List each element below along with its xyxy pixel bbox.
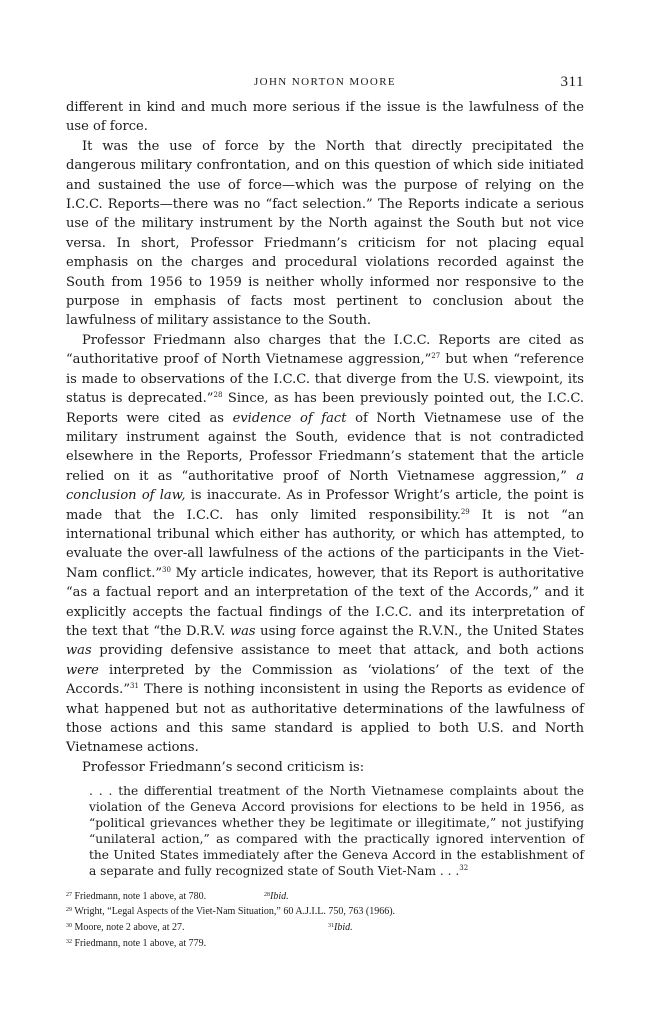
footnote-ref-27[interactable]: 27 [431, 352, 441, 361]
footnote-text: Ibid. [334, 922, 353, 934]
p3-emphasis-evidence: evidence of fact [232, 410, 347, 426]
footnote-text: Ibid. [270, 890, 289, 902]
footnote-number: 27 [66, 891, 72, 898]
footnote-second [328, 920, 353, 936]
footnote-ref-31[interactable]: 31 [130, 682, 139, 691]
page-number: 311 [560, 74, 584, 90]
footnote-number: 28 [264, 891, 270, 898]
footnote-second [264, 889, 289, 905]
footnote-number: 31 [328, 923, 334, 930]
body-text [66, 98, 584, 777]
p3-text-b: but when “reference is made to observations of the I.C.C. that diverge from the U.S. viewpoint, its status is deprecated.” [66, 352, 584, 407]
p3-text-i: My article indicates, however, that its Report is authoritative “as a factual report and an interpretation of the text of the Accords,” and it explicitly accepts the factual findings of the I.C.C. and its interpretation of the text that “the D.R.V. [66, 565, 584, 639]
p3-text-p: There is nothing inconsistent in using the Reports as evidence of what happened but not as authoritative determinations of the lawfulness of those actions and this same standard is applied to both U.S. and North Vietnamese actions. [66, 682, 584, 756]
footnote-ref-29[interactable]: 29 [460, 507, 470, 516]
p3-text-e: of North Vietnamese use of the military instrument against the South, evidence that is not contradicted elsewhere in the Reports, Professor Friedmann’s statement that the article relied on it as “authoritative proof of North Vietnamese aggression,” [66, 410, 584, 484]
footnotes [66, 889, 584, 952]
footnote-ref-28[interactable]: 28 [213, 391, 223, 400]
p3-text-o: interpreted by the Commission as ‘violations’ of the text of the Accords.” [66, 662, 584, 698]
footnote-ref-32[interactable]: 32 [459, 863, 469, 872]
footnote-text: Friedmann, note 1 above, at 780. [74, 890, 207, 902]
p3-text-g: is inaccurate. As in Professor Wright’s article, the point is made that the I.C.C. has only limited responsibility. [66, 488, 584, 523]
p3-text-h: It is not “an international tribunal which either has authority, or which has attempted, to evaluate the over-all lawfulness of the actions of the participants in the Viet-Nam conflict.” [66, 507, 584, 581]
p3-text-a: Professor Friedmann also charges that the I.C.C. Reports are cited as “authoritative proof of North Vietnamese aggression,” [66, 332, 584, 368]
p3-emphasis-were: were [66, 662, 99, 678]
page-header [66, 74, 584, 98]
footnote-row [66, 904, 584, 920]
footnote-text: Friedmann, note 1 above, at 779. [74, 938, 207, 950]
paragraph-4: Professor Friedmann’s second criticism is: [82, 759, 365, 775]
paragraph-1: different in kind and much more serious if the issue is the lawfulness of the use of force. [66, 100, 584, 135]
p3-text-c: Since, as has been previously pointed out, the I.C.C. Reports were cited as [66, 391, 585, 426]
footnote-ref-30[interactable]: 30 [162, 565, 171, 574]
p3-emphasis-conclusion: a conclusion of law, [66, 468, 584, 504]
p3-emphasis-was-1: was [229, 623, 256, 639]
footnote-row [66, 889, 584, 905]
footnote-row [66, 936, 584, 952]
footnote-row [66, 920, 584, 936]
footnote-text: Moore, note 2 above, at 27. [74, 922, 185, 934]
quote-text: . . . the differential treatment of the North Vietnamese complaints about the violation of the Geneva Accord provisions for elections to be held in 1956, as “political grievances whether they be legitimate or illegitimate,” not justifying “unilateral action,” as compared with the practically ignored intervention of the United States immediately after the Geneva Accord in the establishment of a separate and fully recognized state of South Viet-Nam . . . [89, 784, 584, 878]
paragraph-2: It was the use of force by the North that directly precipitated the dangerous military confrontation, and on this question of which side initiated and sustained the use of force—which was the purpose of relying on the I.C.C. Reports—there was no “fact selection.” The Reports indicate a serious use of the military instrument by the North against the South but not vice versa. In short, Professor Friedmann’s criticism for not placing equal emphasis on the charges and procedural violations recorded against the South from 1956 to 1959 is neither wholly informed nor responsive to the purpose in emphasis of facts most pertinent to conclusion about the lawfulness of military assistance to the South. [66, 138, 584, 329]
running-head: JOHN NORTON MOORE [253, 76, 397, 88]
paragraph-3 [66, 331, 584, 758]
footnote-number: 32 [66, 939, 72, 946]
footnote-number: 29 [66, 907, 72, 914]
p3-emphasis-was-2: was [66, 643, 92, 659]
footnote-text: Wright, “Legal Aspects of the Viet-Nam Situation,” 60 A.J.I.L. 750, 763 (1966). [74, 906, 396, 918]
footnote-number: 30 [66, 923, 72, 930]
page [66, 74, 584, 952]
p3-text-k: using force against the R.V.N., the United States [255, 623, 584, 639]
p3-text-m: providing defensive assistance to meet that attack, and both actions [91, 643, 584, 659]
block-quote [89, 784, 584, 879]
